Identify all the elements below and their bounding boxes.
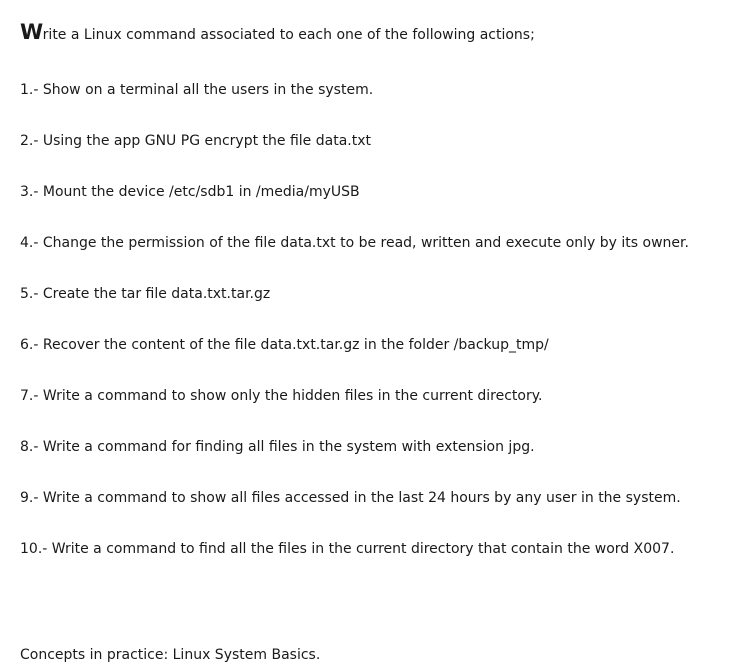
question-item-8: 8.- Write a command for finding all files in the system with extension jpg. — [20, 439, 535, 455]
question-item-10: 10.- Write a command to find all the files in the current directory that contain the word X007. — [20, 541, 675, 557]
heading-initial-letter: W — [20, 20, 43, 44]
question-item-9: 9.- Write a command to show all files accessed in the last 24 hours by any user in the system. — [20, 490, 681, 506]
concepts-footer: Concepts in practice: Linux System Basics. — [20, 647, 321, 663]
question-item-2: 2.- Using the app GNU PG encrypt the file data.txt — [20, 133, 371, 149]
question-item-1: 1.- Show on a terminal all the users in the system. — [20, 82, 374, 98]
heading-text: rite a Linux command associated to each one of the following actions; — [42, 27, 535, 43]
question-item-7: 7.- Write a command to show only the hidden files in the current directory. — [20, 388, 543, 404]
instructions-heading — [20, 20, 535, 47]
question-item-5: 5.- Create the tar file data.txt.tar.gz — [20, 286, 271, 302]
question-item-4: 4.- Change the permission of the file data.txt to be read, written and execute only by its owner. — [20, 235, 689, 251]
question-item-3: 3.- Mount the device /etc/sdb1 in /media/myUSB — [20, 184, 360, 200]
question-item-6: 6.- Recover the content of the file data.txt.tar.gz in the folder /backup_tmp/ — [20, 337, 549, 353]
